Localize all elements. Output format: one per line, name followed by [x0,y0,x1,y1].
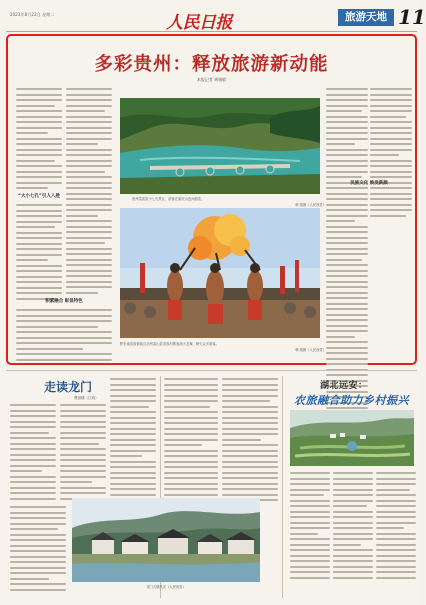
lower-left-col-1 [10,404,56,503]
text-column-1 [16,88,62,303]
main-byline: 本报记者 黄瑞敏 [196,77,227,82]
lower-left-author: 曹丽娜（江西） [74,396,99,400]
photo1-caption: 贵州荔波县小七孔景区，游客在湖光山色间游览。 [132,197,205,201]
lower-right-kicker: 湖北远安： [320,381,368,391]
lower-right-title: 农旅融合助力乡村振兴 [294,394,409,407]
lower-right-col-3 [376,472,416,582]
page-number: 11 [398,5,426,29]
lower-left-title: 走读龙门 [44,380,93,394]
photo2-caption: 黔东南苗族侗族自治州雷山县苗族村寨表演火龙舞，吸引众多游客。 [120,342,219,346]
text-column-4 [370,88,412,220]
column-divider-2 [282,376,283,598]
page-header [6,4,426,33]
lower-left-col-3 [110,378,156,505]
subhead-2: 积累融合 彰显特色 [45,299,83,304]
subhead-3: 民族文化 焕发新颜 [350,181,388,186]
photo1-credit: 韩 瑞摄（人民视觉） [295,203,326,207]
masthead-logo: 人民日报 [166,13,232,33]
photo2-credit: 韩 瑞摄（人民视觉） [295,348,326,352]
lower-photo-caption: 龙门古镇风光（人民视觉） [146,585,186,589]
section-badge: 旅游天地 [338,9,394,26]
main-article-highlight[interactable] [6,34,417,365]
section-divider [6,370,417,371]
text-column-2 [66,88,112,297]
photo-farmland [290,410,414,466]
photo-fire-dance [120,208,320,338]
lower-mid-col-1 [164,378,218,505]
text-column-right-sub [326,180,412,191]
lower-mid-col-2 [222,378,278,505]
text-column-left-bottom [16,294,112,364]
lower-left-col-4 [10,506,66,594]
main-headline: 多彩贵州：释放旅游新动能 [94,54,329,75]
photo-lake-bridge [120,98,320,194]
photo-longmen-village [72,498,260,582]
date-line: 2023年8月22日 星期二 [10,12,55,17]
subhead-1: “大小七孔”引人入胜 [18,194,60,199]
lower-right-col-1 [290,472,330,582]
lower-left-col-2 [60,404,106,503]
lower-right-col-2 [333,472,373,582]
